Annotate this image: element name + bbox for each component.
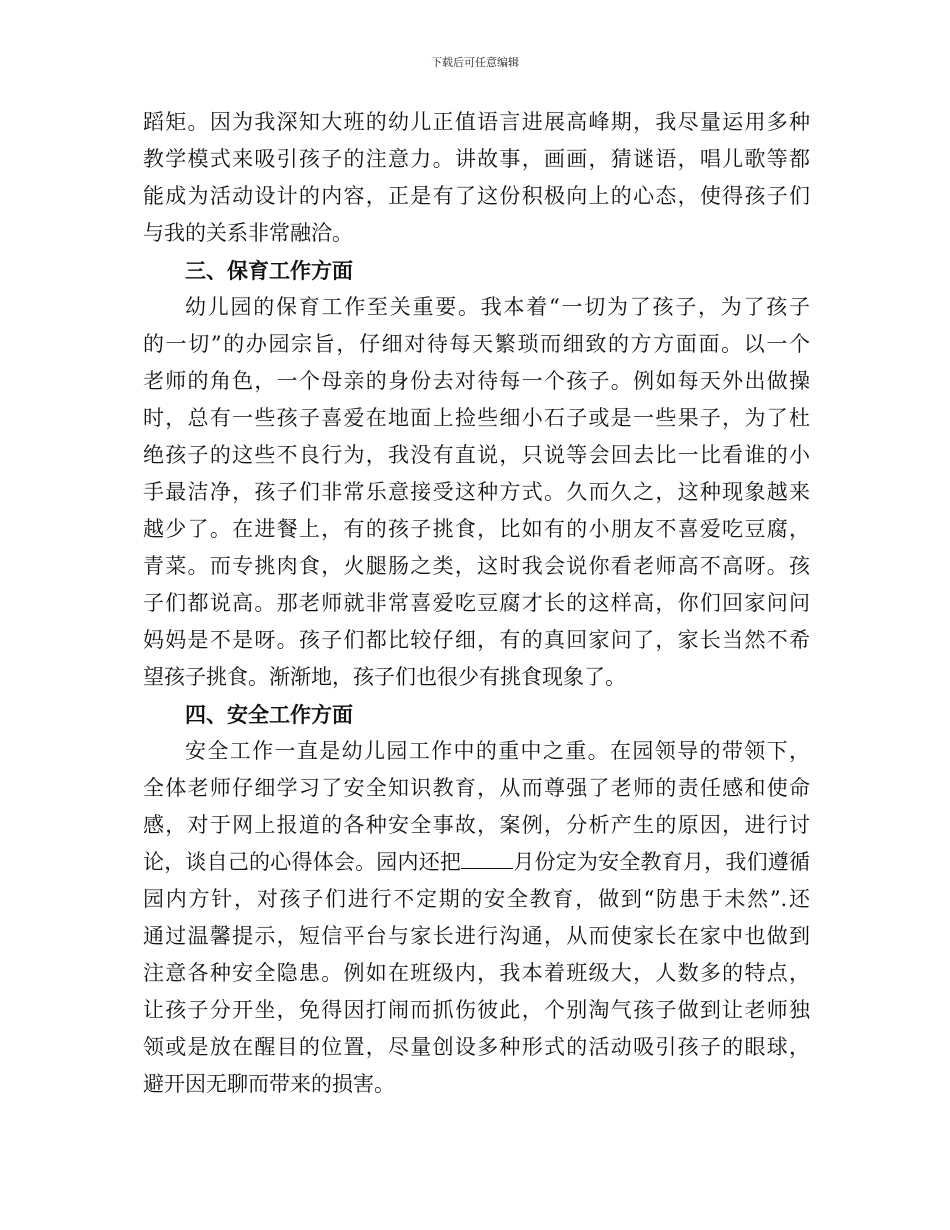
text-line: 时，总有一些孩子喜爱在地面上捡些细小石子或是一些果子，为了杜 [143, 406, 810, 430]
text-line: 手最洁净，孩子们非常乐意接受这种方式。久而久之，这种现象越来 [143, 480, 810, 504]
text-line: 青菜。而专挑肉食，火腿肠之类，这时我会说你看老师高不高呀。孩 [143, 554, 810, 578]
text-line: 幼儿园的保育工作至关重要。我本着“一切为了孩子，为了孩子 [185, 295, 810, 319]
text-line: 的一切”的办园宗旨，仔细对待每天繁琐而细致的方方面面。以一个 [143, 332, 810, 356]
text-line: 老师的角色，一个母亲的身份去对待每一个孩子。例如每天外出做操 [143, 369, 810, 393]
text-segment: 月份定为安全教育月，我们遵循 [513, 850, 811, 874]
text-line: 感，对于网上报道的各种安全事故，案例，分析产生的原因，进行讨 [143, 813, 810, 837]
section-heading: 三、保育工作方面 [185, 258, 353, 283]
text-line: 望孩子挑食。渐渐地，孩子们也很少有挑食现象了。 [143, 665, 626, 689]
text-line: 安全工作一直是幼儿园工作中的重中之重。在园领导的带领下， [185, 739, 810, 763]
text-line-with-blank [143, 844, 810, 881]
text-line: 避开因无聊而带来的损害。 [143, 1072, 395, 1096]
text-line: 妈妈是不是呀。孩子们都比较仔细，有的真回家问了，家长当然不希 [143, 628, 810, 652]
text-line: 越少了。在进餐上，有的孩子挑食，比如有的小朋友不喜爱吃豆腐， [143, 517, 810, 541]
text-line: 注意各种安全隐患。例如在班级内，我本着班级大，人数多的特点， [143, 961, 810, 985]
text-line: 园内方针，对孩子们进行不定期的安全教育，做到“防患于未然”.还 [143, 887, 810, 911]
text-line: 蹈矩。因为我深知大班的幼儿正值语言进展高峰期，我尽量运用多种 [143, 110, 810, 134]
body-text [143, 104, 810, 1103]
text-line: 与我的关系非常融洽。 [143, 221, 353, 245]
text-line: 子们都说高。那老师就非常喜爱吃豆腐才长的这样高，你们回家问问 [143, 591, 810, 615]
text-segment: 论，谈自己的心得体会。园内还把 [143, 850, 462, 874]
text-line: 领或是放在醒目的位置，尽量创设多种形式的活动吸引孩子的眼球， [143, 1035, 810, 1059]
fill-in-blank [461, 848, 513, 869]
text-line: 绝孩子的这些不良行为，我没有直说，只说等会回去比一比看谁的小 [143, 443, 810, 467]
text-line: 让孩子分开坐，免得因打闹而抓伤彼此，个别淘气孩子做到让老师独 [143, 998, 810, 1022]
text-line: 教学模式来吸引孩子的注意力。讲故事，画画，猜谜语，唱儿歌等都 [143, 147, 810, 171]
text-line: 能成为活动设计的内容，正是有了这份积极向上的心态，使得孩子们 [143, 184, 810, 208]
text-line: 通过温馨提示，短信平台与家长进行沟通，从而使家长在家中也做到 [143, 924, 810, 948]
text-line: 全体老师仔细学习了安全知识教育，从而尊强了老师的责任感和使命 [143, 776, 810, 800]
section-heading: 四、安全工作方面 [185, 702, 353, 727]
header-note: 下载后可任意编辑 [431, 56, 519, 69]
